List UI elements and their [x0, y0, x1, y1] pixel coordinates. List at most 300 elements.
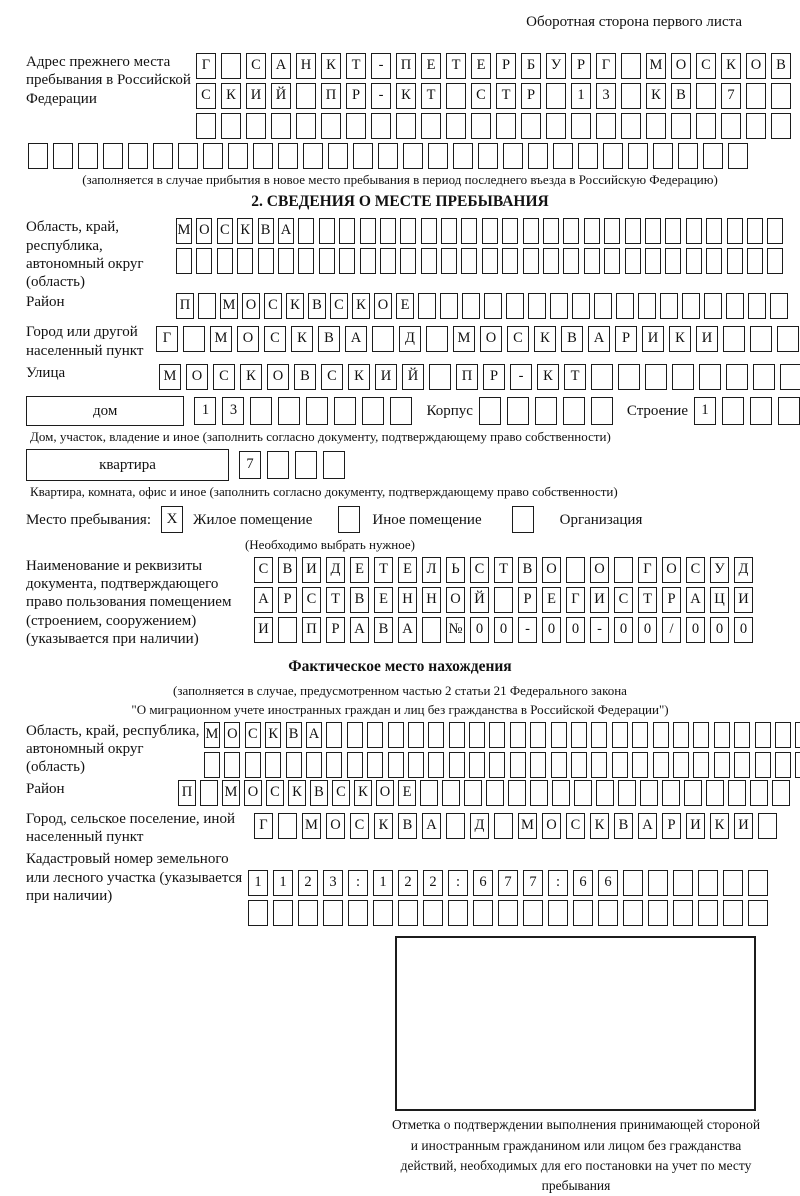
char-cell: С: [696, 53, 716, 79]
char-cell: Д: [470, 813, 489, 839]
char-cell: [747, 248, 763, 274]
char-cell: [523, 900, 543, 926]
char-cell: [462, 293, 480, 319]
char-cell: [298, 248, 314, 274]
char-cell: №: [446, 617, 465, 643]
char-cell: [339, 218, 355, 244]
char-cell: [598, 900, 618, 926]
char-cell: [778, 397, 800, 425]
char-cell: [446, 83, 466, 109]
char-cell: [780, 364, 800, 390]
char-cell: 0: [566, 617, 585, 643]
char-cell: [678, 143, 698, 169]
char-cell: [217, 248, 233, 274]
char-cell: 1: [571, 83, 591, 109]
char-cell: [645, 248, 661, 274]
char-cell: [621, 53, 641, 79]
char-cell: [346, 113, 366, 139]
char-cell: [682, 293, 700, 319]
char-cell: [494, 587, 513, 613]
char-cell: [196, 113, 216, 139]
checkbox-inoe: [338, 506, 360, 533]
char-cell: [408, 752, 424, 778]
char-cell: С: [471, 83, 491, 109]
char-cell: [618, 780, 636, 806]
char-cell: [328, 143, 348, 169]
char-cell: Г: [638, 557, 657, 583]
char-cell: Е: [350, 557, 369, 583]
char-cell: -: [371, 53, 391, 79]
char-cell: [723, 870, 743, 896]
char-cell: [638, 293, 656, 319]
checkbox-zhiloe: X: [161, 506, 183, 533]
char-cell: 6: [598, 870, 618, 896]
char-cell: [489, 722, 505, 748]
char-cell: [706, 248, 722, 274]
char-cell: [298, 900, 318, 926]
char-cell: В: [561, 326, 583, 352]
char-cell: [267, 451, 289, 479]
char-cell: 1: [694, 397, 716, 425]
char-cell: А: [422, 813, 441, 839]
char-cell: 0: [542, 617, 561, 643]
char-cell: [604, 218, 620, 244]
char-cell: К: [721, 53, 741, 79]
char-cell: [28, 143, 48, 169]
section3-note-2: "О миграционном учете иностранных граждан и лиц без гражданства в Российской Федерации"): [131, 701, 669, 717]
char-cell: [523, 218, 539, 244]
fact-city-row: [254, 813, 777, 839]
char-cell: [246, 113, 266, 139]
char-cell: [372, 326, 394, 352]
char-cell: Р: [346, 83, 366, 109]
char-cell: [326, 752, 342, 778]
kadastr-row-2: [248, 900, 768, 926]
char-cell: [469, 722, 485, 748]
char-cell: [508, 780, 526, 806]
char-cell: /: [662, 617, 681, 643]
char-cell: Т: [638, 587, 657, 613]
char-cell: П: [456, 364, 478, 390]
char-cell: И: [254, 617, 273, 643]
char-cell: [319, 248, 335, 274]
char-cell: В: [671, 83, 691, 109]
char-cell: [727, 248, 743, 274]
char-cell: [418, 293, 436, 319]
char-cell: [319, 218, 335, 244]
char-cell: [726, 293, 744, 319]
char-cell: [777, 326, 799, 352]
char-cell: О: [480, 326, 502, 352]
kadastr-row-1: [248, 870, 768, 896]
char-cell: [632, 722, 648, 748]
char-cell: [727, 218, 743, 244]
char-cell: Е: [374, 587, 393, 613]
char-cell: [584, 218, 600, 244]
char-cell: О: [242, 293, 260, 319]
char-cell: Г: [566, 587, 585, 613]
char-cell: Р: [571, 53, 591, 79]
char-cell: [478, 143, 498, 169]
char-cell: [672, 364, 694, 390]
char-cell: К: [240, 364, 262, 390]
char-cell: В: [771, 53, 791, 79]
char-cell: О: [542, 813, 561, 839]
doc-block: [26, 557, 800, 648]
char-cell: Т: [564, 364, 586, 390]
char-cell: [747, 218, 763, 244]
char-cell: [551, 722, 567, 748]
char-cell: [441, 218, 457, 244]
fact-raion-row: [178, 780, 790, 806]
place-type-line: [26, 506, 800, 534]
char-cell: [334, 397, 356, 425]
char-cell: [596, 780, 614, 806]
doc-label: Наименование и реквизиты документа, подтверждающего право пользования помещением (строением, сооружением) (указывается при наличии): [26, 557, 232, 647]
char-cell: [726, 364, 748, 390]
char-cell: 0: [614, 617, 633, 643]
char-cell: [323, 451, 345, 479]
char-cell: И: [590, 587, 609, 613]
char-cell: 2: [423, 870, 443, 896]
char-cell: В: [308, 293, 326, 319]
char-cell: [271, 113, 291, 139]
oblast-row-2: [176, 248, 783, 274]
flat-box-label: квартира: [26, 449, 229, 481]
char-cell: [591, 397, 613, 425]
raion-block: [26, 293, 800, 319]
char-cell: -: [510, 364, 532, 390]
char-cell: [479, 397, 501, 425]
char-cell: У: [710, 557, 729, 583]
char-cell: К: [348, 364, 370, 390]
house-note: Дом, участок, владение и иное (заполнить согласно документу, подтверждающему право собственности): [30, 429, 611, 445]
char-cell: [795, 722, 800, 748]
char-cell: [755, 722, 771, 748]
fact-city-label: Город, сельское поселение, иной населенный пункт: [26, 810, 235, 846]
char-cell: О: [244, 780, 262, 806]
char-cell: [494, 813, 513, 839]
char-cell: [748, 900, 768, 926]
char-cell: [403, 143, 423, 169]
char-cell: [506, 293, 524, 319]
char-cell: [755, 752, 771, 778]
section3-note-1: (заполняется в случае, предусмотренном частью 2 статьи 21 Федерального закона: [173, 683, 627, 699]
char-cell: П: [321, 83, 341, 109]
char-cell: 7: [523, 870, 543, 896]
char-cell: [748, 293, 766, 319]
char-cell: [693, 722, 709, 748]
char-cell: [734, 752, 750, 778]
char-cell: [616, 293, 634, 319]
char-cell: [245, 752, 261, 778]
char-cell: [673, 752, 689, 778]
char-cell: [693, 752, 709, 778]
char-cell: 1: [373, 870, 393, 896]
char-cell: И: [696, 326, 718, 352]
char-cell: О: [224, 722, 240, 748]
char-cell: А: [398, 617, 417, 643]
char-cell: [353, 143, 373, 169]
char-cell: А: [306, 722, 322, 748]
char-cell: [640, 780, 658, 806]
char-cell: [248, 900, 268, 926]
char-cell: М: [302, 813, 321, 839]
char-cell: [278, 617, 297, 643]
char-cell: Д: [326, 557, 345, 583]
flat-line: [26, 449, 800, 481]
char-cell: [473, 900, 493, 926]
char-cell: [673, 722, 689, 748]
char-cell: В: [350, 587, 369, 613]
char-cell: [723, 326, 745, 352]
char-cell: [623, 900, 643, 926]
prev-address-row-4: [28, 143, 800, 169]
char-cell: [400, 248, 416, 274]
char-cell: [203, 143, 223, 169]
stroenie-cells: [694, 397, 800, 425]
char-cell: Г: [596, 53, 616, 79]
prev-address-row-3: [196, 113, 791, 139]
char-cell: О: [376, 780, 394, 806]
char-cell: А: [271, 53, 291, 79]
char-cell: Т: [374, 557, 393, 583]
char-cell: С: [614, 587, 633, 613]
char-cell: Т: [326, 587, 345, 613]
char-cell: [686, 218, 702, 244]
char-cell: [591, 364, 613, 390]
char-cell: К: [710, 813, 729, 839]
char-cell: Й: [470, 587, 489, 613]
char-cell: [296, 83, 316, 109]
char-cell: [78, 143, 98, 169]
char-cell: К: [352, 293, 370, 319]
char-cell: -: [590, 617, 609, 643]
char-cell: О: [662, 557, 681, 583]
char-cell: Г: [156, 326, 178, 352]
oblast-label: Область, край, республика, автономный округ (область): [26, 219, 144, 291]
char-cell: [530, 752, 546, 778]
char-cell: [373, 900, 393, 926]
char-cell: [360, 218, 376, 244]
stamp-caption: Отметка о подтверждении выполнения принимающей стороной и иностранным гражданином или лицом без гражданства действий, необходимых для его постановки на учет по месту пребывания: [391, 1117, 761, 1194]
char-cell: [510, 752, 526, 778]
char-cell: О: [446, 587, 465, 613]
char-cell: [426, 326, 448, 352]
char-cell: 3: [323, 870, 343, 896]
char-cell: С: [264, 293, 282, 319]
char-cell: [591, 722, 607, 748]
char-cell: [408, 722, 424, 748]
char-cell: С: [264, 326, 286, 352]
char-cell: [523, 248, 539, 274]
char-cell: К: [265, 722, 281, 748]
char-cell: Ц: [710, 587, 729, 613]
char-cell: [103, 143, 123, 169]
char-cell: [704, 293, 722, 319]
choose-note: (Необходимо выбрать нужное): [244, 536, 416, 552]
char-cell: М: [453, 326, 475, 352]
char-cell: 7: [721, 83, 741, 109]
char-cell: И: [734, 587, 753, 613]
char-cell: О: [671, 53, 691, 79]
char-cell: [623, 870, 643, 896]
fact-raion-label: Район: [26, 780, 65, 797]
char-cell: О: [746, 53, 766, 79]
char-cell: [347, 722, 363, 748]
char-cell: 0: [734, 617, 753, 643]
char-cell: С: [213, 364, 235, 390]
char-cell: [453, 143, 473, 169]
prev-address-row-1: [196, 53, 791, 79]
prev-address-block: [26, 53, 800, 139]
char-cell: К: [396, 83, 416, 109]
char-cell: М: [222, 780, 240, 806]
fact-oblast-row-1: [204, 722, 800, 748]
confirmation-stamp-box: [395, 936, 756, 1111]
char-cell: [684, 780, 702, 806]
char-cell: [728, 143, 748, 169]
char-cell: [686, 248, 702, 274]
char-cell: Р: [278, 587, 297, 613]
char-cell: [566, 557, 585, 583]
char-cell: Р: [483, 364, 505, 390]
char-cell: [750, 780, 768, 806]
char-cell: А: [350, 617, 369, 643]
char-cell: В: [374, 617, 393, 643]
char-cell: [543, 218, 559, 244]
char-cell: [563, 397, 585, 425]
char-cell: [510, 722, 526, 748]
char-cell: [448, 900, 468, 926]
char-cell: С: [686, 557, 705, 583]
char-cell: О: [267, 364, 289, 390]
char-cell: [221, 113, 241, 139]
char-cell: С: [321, 364, 343, 390]
char-cell: [771, 113, 791, 139]
char-cell: М: [646, 53, 666, 79]
char-cell: Е: [421, 53, 441, 79]
char-cell: [621, 83, 641, 109]
char-cell: [696, 113, 716, 139]
char-cell: [591, 752, 607, 778]
char-cell: [714, 722, 730, 748]
char-cell: [750, 326, 772, 352]
char-cell: [728, 780, 746, 806]
char-cell: В: [398, 813, 417, 839]
char-cell: [653, 143, 673, 169]
char-cell: Й: [402, 364, 424, 390]
char-cell: С: [245, 722, 261, 748]
char-cell: Н: [398, 587, 417, 613]
char-cell: В: [258, 218, 274, 244]
char-cell: [198, 293, 216, 319]
char-cell: [653, 752, 669, 778]
char-cell: М: [204, 722, 220, 748]
char-cell: [578, 143, 598, 169]
char-cell: К: [537, 364, 559, 390]
char-cell: [628, 143, 648, 169]
char-cell: К: [237, 218, 253, 244]
char-cell: [625, 218, 641, 244]
char-cell: [665, 218, 681, 244]
char-cell: [548, 900, 568, 926]
city-label: Город или другой населенный пункт: [26, 324, 144, 359]
char-cell: [461, 218, 477, 244]
char-cell: Д: [399, 326, 421, 352]
char-cell: [673, 870, 693, 896]
char-cell: П: [176, 293, 194, 319]
char-cell: С: [507, 326, 529, 352]
char-cell: [753, 364, 775, 390]
char-cell: У: [546, 53, 566, 79]
char-cell: К: [374, 813, 393, 839]
char-cell: -: [371, 83, 391, 109]
house-cells: [194, 397, 412, 425]
char-cell: В: [318, 326, 340, 352]
char-cell: [612, 722, 628, 748]
char-cell: 1: [248, 870, 268, 896]
char-cell: И: [686, 813, 705, 839]
char-cell: [772, 780, 790, 806]
char-cell: В: [294, 364, 316, 390]
char-cell: [546, 83, 566, 109]
char-cell: [714, 752, 730, 778]
char-cell: Г: [254, 813, 273, 839]
char-cell: [535, 397, 557, 425]
char-cell: [228, 143, 248, 169]
street-block: [26, 364, 800, 390]
char-cell: О: [542, 557, 561, 583]
char-cell: [367, 722, 383, 748]
char-cell: [420, 780, 438, 806]
char-cell: [596, 113, 616, 139]
char-cell: С: [330, 293, 348, 319]
doc-row-3: [254, 617, 753, 643]
char-cell: С: [302, 587, 321, 613]
char-cell: М: [210, 326, 232, 352]
char-cell: [775, 722, 791, 748]
char-cell: 0: [710, 617, 729, 643]
char-cell: Й: [271, 83, 291, 109]
char-cell: 7: [498, 870, 518, 896]
char-cell: [706, 218, 722, 244]
char-cell: [594, 293, 612, 319]
char-cell: [421, 248, 437, 274]
char-cell: :: [348, 870, 368, 896]
char-cell: С: [246, 53, 266, 79]
char-cell: [446, 813, 465, 839]
char-cell: [528, 143, 548, 169]
char-cell: М: [159, 364, 181, 390]
char-cell: [388, 752, 404, 778]
stroenie-label: Строение: [626, 403, 688, 420]
checkbox-inoe-label: Иное помещение: [372, 511, 482, 528]
char-cell: [571, 722, 587, 748]
char-cell: [604, 248, 620, 274]
char-cell: [380, 218, 396, 244]
char-cell: [449, 752, 465, 778]
char-cell: К: [221, 83, 241, 109]
raion-label: Район: [26, 294, 65, 311]
char-cell: [699, 364, 721, 390]
char-cell: В: [518, 557, 537, 583]
char-cell: Е: [398, 557, 417, 583]
char-cell: [653, 722, 669, 748]
char-cell: [603, 143, 623, 169]
korpus-cells: [479, 397, 613, 425]
char-cell: [128, 143, 148, 169]
